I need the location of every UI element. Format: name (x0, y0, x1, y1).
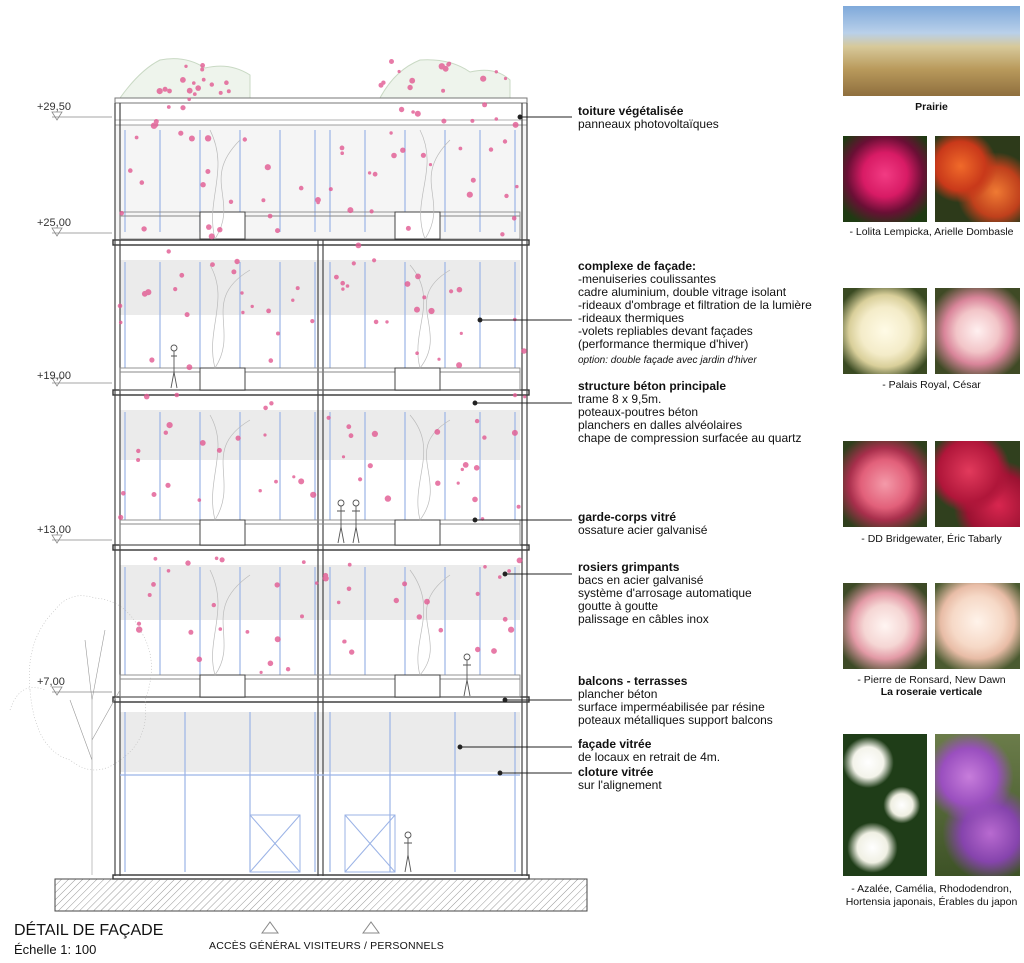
rose-blossom (118, 304, 123, 309)
rose-photo-new-dawn (935, 583, 1020, 669)
ground-section (55, 879, 587, 911)
rose-blossom (428, 308, 434, 314)
rose-blossom (219, 91, 223, 95)
rose-blossom (163, 87, 168, 92)
rose-photo-palais-royal (843, 288, 927, 374)
rose-blossom (512, 430, 518, 436)
level-label-13-00: +13,00 (37, 524, 71, 536)
rose-blossom (409, 78, 415, 84)
note-line: -rideaux d'ombrage et filtration de la lumière (578, 298, 812, 312)
rose-blossom (474, 465, 480, 471)
rose-blossom (298, 478, 304, 484)
rose-blossom (415, 351, 419, 355)
caption-roses-1: - Lolita Lempicka, Arielle Dombasle (849, 226, 1014, 238)
note-line: bacs en acier galvanisé (578, 573, 704, 587)
flower-photo-camelia (843, 734, 927, 876)
rose-blossom (372, 431, 378, 437)
rose-blossom (137, 622, 141, 626)
rose-blossom (424, 599, 430, 605)
rose-blossom (212, 603, 216, 607)
note-line: trame 8 x 9,5m. (578, 392, 662, 406)
note-line: cadre aluminium, double vitrage isolant (578, 285, 787, 299)
rose-blossom (521, 348, 527, 354)
rose-blossom (434, 429, 440, 435)
rose-blossom (149, 357, 154, 362)
rose-blossom (241, 311, 244, 314)
rose-blossom (243, 137, 247, 141)
rose-blossom (372, 258, 376, 262)
access-markers (262, 922, 379, 933)
note-title: cloture vitrée (578, 765, 654, 779)
note-line: (performance thermique d'hiver) (578, 337, 749, 351)
rose-blossom (175, 393, 180, 398)
rose-blossom (179, 273, 184, 278)
rose-blossom (394, 598, 399, 603)
rose-blossom (200, 63, 205, 68)
rose-blossom (443, 66, 449, 72)
rose-blossom (467, 192, 473, 198)
drawing-scale: Échelle 1: 100 (14, 942, 97, 957)
rose-blossom (224, 80, 229, 85)
rose-blossom (358, 477, 362, 481)
roof-parapet (115, 98, 527, 103)
rose-blossom (480, 76, 486, 82)
rose-blossom (422, 295, 426, 299)
level-label-25-00: +25,00 (37, 217, 71, 229)
concrete-slabs (113, 240, 529, 879)
rose-blossom (246, 630, 250, 634)
rose-blossom (337, 601, 341, 605)
rose-blossom (461, 468, 464, 471)
rose-blossom (439, 628, 444, 633)
rose-blossom (391, 153, 397, 159)
note-title: balcons - terrasses (578, 674, 688, 688)
note-glazed-fence (578, 766, 662, 792)
prairie-photo (843, 6, 1020, 96)
rose-blossom (323, 575, 329, 581)
rose-blossom (128, 168, 133, 173)
floor-bands (120, 260, 520, 772)
caption-flowers-line2: Hortensia japonais, Érables du japon (845, 896, 1018, 908)
rose-blossom (209, 233, 215, 239)
note-line: plancher béton (578, 687, 658, 701)
note-line: système d'arrosage automatique (578, 586, 752, 600)
rose-blossom (398, 70, 401, 73)
rose-blossom (475, 419, 479, 423)
rose-blossom (173, 287, 177, 291)
rose-blossom (144, 394, 150, 400)
rose-blossom (508, 627, 514, 633)
rose-photo-pierre-de-ronsard (843, 583, 927, 669)
rose-blossom (349, 433, 354, 438)
rose-blossom (348, 563, 352, 567)
rose-blossom (513, 393, 517, 397)
note-glazed-facade (578, 738, 720, 764)
rose-blossom (441, 89, 445, 93)
rose-blossom (315, 581, 318, 584)
rose-blossom (435, 481, 440, 486)
note-glass-guardrail (578, 511, 707, 537)
rose-blossom (512, 216, 517, 221)
rose-blossom (310, 492, 316, 498)
roof-vegetation (120, 59, 510, 98)
rose-photo-cesar (935, 288, 1020, 374)
rose-blossom (415, 111, 421, 117)
rose-blossom (286, 667, 290, 671)
rose-blossom (316, 201, 320, 205)
rose-blossom (240, 291, 243, 294)
rose-blossom (266, 309, 271, 314)
rose-blossom (504, 194, 508, 198)
rose-blossom (275, 228, 280, 233)
rose-blossom (446, 62, 450, 66)
rose-blossom (460, 332, 463, 335)
rose-blossom (189, 136, 195, 142)
rose-blossom (236, 436, 241, 441)
level-label-19-00: +19,00 (37, 370, 71, 382)
rose-blossom (135, 136, 139, 140)
rose-blossom (476, 592, 480, 596)
rose-blossom (184, 65, 187, 68)
note-green-roof (578, 105, 719, 131)
rose-blossom (296, 286, 300, 290)
note-line: planchers en dalles alvéolaires (578, 418, 743, 432)
note-title: rosiers grimpants (578, 560, 680, 574)
rose-blossom (185, 560, 190, 565)
rose-blossom (195, 85, 201, 91)
drawing-title: DÉTAIL DE FAÇADE (14, 922, 164, 939)
rose-blossom (180, 105, 185, 110)
rose-blossom (368, 171, 371, 174)
rose-blossom (449, 289, 453, 293)
rose-blossom (141, 226, 146, 231)
rose-blossom (352, 261, 356, 265)
rose-blossom (459, 147, 463, 151)
rose-blossom (136, 626, 142, 632)
rose-blossom (385, 320, 388, 323)
rose-blossom (299, 186, 304, 191)
rose-blossom (504, 77, 507, 80)
rose-blossom (437, 358, 440, 361)
level-label-29-50: +29,50 (37, 101, 71, 113)
rose-blossom (205, 135, 211, 141)
rose-blossom (405, 281, 411, 287)
rose-blossom (198, 498, 202, 502)
rose-blossom (164, 431, 168, 435)
rose-blossom (346, 424, 351, 429)
rose-blossom (495, 70, 498, 73)
note-line: chape de compression surfacée au quartz (578, 431, 802, 445)
rose-blossom (340, 281, 345, 286)
rose-blossom (389, 131, 392, 134)
rose-blossom (292, 475, 295, 478)
note-title: complexe de façade: (578, 259, 697, 273)
rose-blossom (165, 483, 170, 488)
rose-blossom (154, 557, 158, 561)
rose-blossom (220, 557, 225, 562)
rose-blossom (121, 491, 126, 496)
rose-blossom (374, 320, 379, 325)
rose-blossom (389, 59, 394, 64)
note-line: sur l'alignement (578, 778, 662, 792)
rose-blossom (329, 187, 333, 191)
rose-blossom (415, 274, 421, 280)
rose-blossom (457, 287, 463, 293)
rose-blossom (268, 661, 274, 667)
rose-blossom (167, 569, 171, 573)
rose-blossom (368, 463, 373, 468)
rose-blossom (411, 110, 415, 114)
rose-blossom (210, 262, 215, 267)
rose-blossom (385, 495, 391, 501)
rose-blossom (145, 289, 151, 295)
rose-blossom (503, 139, 507, 143)
rose-blossom (310, 319, 314, 323)
rose-blossom (482, 102, 487, 107)
note-title: structure béton principale (578, 379, 727, 393)
rose-blossom (187, 88, 193, 94)
rose-blossom (472, 497, 478, 503)
rose-blossom (167, 249, 171, 253)
rose-blossom (463, 462, 469, 468)
rose-blossom (151, 582, 156, 587)
rose-blossom (471, 178, 476, 183)
rose-blossom (265, 164, 271, 170)
rose-blossom (136, 458, 140, 462)
rose-blossom (118, 515, 123, 520)
rose-blossom (263, 406, 268, 411)
rose-blossom (513, 122, 519, 128)
note-line: palissage en câbles inox (578, 612, 709, 626)
rose-blossom (210, 82, 214, 86)
rose-blossom (327, 416, 331, 420)
rose-photo-lolita-lempicka (843, 136, 927, 222)
rose-blossom (356, 243, 362, 249)
rose-blossom (513, 318, 517, 322)
rose-blossom (347, 587, 352, 592)
rose-blossom (475, 647, 480, 652)
rose-blossom (269, 401, 273, 405)
rose-blossom (517, 558, 523, 564)
rose-blossom (406, 226, 411, 231)
rose-blossom (197, 657, 203, 663)
rose-photo-eric-tabarly (935, 441, 1020, 527)
rose-blossom (517, 505, 521, 509)
rose-blossom (417, 614, 422, 619)
note-facade-complex (578, 260, 812, 367)
rose-blossom (515, 185, 518, 188)
rose-blossom (187, 364, 193, 370)
access-label: ACCÈS GÉNÉRAL VISITEURS / PERSONNELS (209, 940, 444, 952)
rose-blossom (217, 227, 222, 232)
rose-blossom (215, 557, 219, 561)
rose-blossom (234, 259, 239, 264)
rose-blossom (275, 582, 280, 587)
rose-blossom (498, 575, 502, 579)
rose-blossom (340, 146, 345, 151)
rose-blossom (400, 148, 405, 153)
rose-blossom (119, 321, 123, 325)
rose-blossom (274, 480, 278, 484)
caption-roses-4: - Pierre de Ronsard, New Dawn (857, 674, 1006, 686)
rose-blossom (407, 85, 412, 90)
rose-blossom (343, 640, 347, 644)
rose-photo-dd-bridgewater (843, 441, 927, 527)
rose-blossom (268, 214, 273, 219)
rose-blossom (269, 358, 274, 363)
rose-blossom (217, 448, 222, 453)
rose-blossom (275, 636, 281, 642)
rose-blossom (231, 269, 236, 274)
note-option: option: double façade avec jardin d'hiver (578, 355, 757, 366)
rose-blossom (261, 198, 265, 202)
rose-blossom (119, 211, 124, 216)
note-line: -volets repliables devant façades (578, 324, 753, 338)
note-balconies (578, 675, 773, 727)
rose-blossom (373, 172, 378, 177)
rose-blossom (200, 68, 204, 72)
rose-blossom (489, 147, 493, 151)
rose-blossom (180, 77, 186, 83)
rose-blossom (167, 422, 173, 428)
rose-blossom (178, 131, 183, 136)
rose-blossom (219, 627, 223, 631)
note-title: garde-corps vitré (578, 510, 677, 524)
rose-blossom (185, 312, 190, 317)
rose-blossom (500, 232, 504, 236)
rose-blossom (187, 98, 191, 102)
rose-blossom (402, 581, 407, 586)
rose-blossom (429, 163, 432, 166)
caption-flowers-line1: - Azalée, Camélia, Rhododendron, (851, 883, 1012, 895)
rose-blossom (441, 119, 446, 124)
note-concrete-structure (578, 380, 801, 445)
rose-blossom (483, 565, 487, 569)
flower-photo-azalea (935, 734, 1020, 876)
rose-blossom (154, 123, 158, 127)
note-title: toiture végétalisée (578, 104, 684, 118)
rose-blossom (148, 593, 152, 597)
rose-blossom (251, 305, 254, 308)
note-line: panneaux photovoltaïques (578, 117, 719, 131)
caption-prairie: Prairie (915, 101, 948, 113)
note-title: façade vitrée (578, 737, 652, 751)
rose-blossom (457, 482, 460, 485)
rose-blossom (260, 671, 263, 674)
note-line: goutte à goutte (578, 599, 659, 613)
rose-blossom (349, 649, 354, 654)
rose-blossom (193, 92, 197, 96)
rose-blossom (140, 180, 145, 185)
rose-blossom (259, 489, 262, 492)
caption-roses-3: - DD Bridgewater, Éric Tabarly (861, 533, 1002, 545)
rose-blossom (379, 83, 384, 88)
rose-blossom (263, 433, 266, 436)
rose-blossom (342, 455, 345, 458)
rose-blossom (470, 119, 474, 123)
rose-blossom (399, 107, 404, 112)
rose-blossom (340, 151, 344, 155)
rose-blossom (291, 299, 294, 302)
rose-photo-arielle-dombasle (935, 136, 1020, 222)
caption-roses-2: - Palais Royal, César (882, 379, 981, 391)
note-line: poteaux-poutres béton (578, 405, 699, 419)
rose-blossom (188, 630, 193, 635)
rose-blossom (414, 307, 420, 313)
rose-blossom (341, 287, 344, 290)
rose-blossom (456, 362, 462, 368)
rose-blossom (302, 560, 306, 564)
rose-blossom (206, 224, 212, 230)
rose-blossom (276, 332, 280, 336)
level-markers (52, 112, 112, 695)
rose-blossom (200, 182, 205, 187)
note-line: ossature acier galvanisé (578, 523, 708, 537)
rose-blossom (205, 169, 210, 174)
note-line: -rideaux thermiques (578, 311, 685, 325)
rose-blossom (229, 200, 233, 204)
rose-blossom (346, 284, 350, 288)
rose-blossom (152, 492, 157, 497)
rose-blossom (192, 81, 196, 85)
rose-blossom (507, 569, 511, 573)
rose-blossom (370, 209, 374, 213)
rose-blossom (482, 435, 486, 439)
note-line: de locaux en retrait de 4m. (578, 750, 721, 764)
rose-blossom (136, 449, 140, 453)
rose-blossom (202, 78, 206, 82)
rose-blossom (157, 88, 163, 94)
rose-blossom (167, 89, 172, 94)
rose-blossom (227, 89, 231, 93)
note-line: -menuiseries coulissantes (578, 272, 717, 286)
caption-roseraie-verticale: La roseraie verticale (880, 686, 983, 698)
rose-blossom (347, 207, 353, 213)
rose-blossom (421, 153, 426, 158)
level-label-7-00: +7,00 (37, 676, 65, 688)
rose-blossom (167, 105, 171, 109)
rose-blossom (503, 617, 508, 622)
note-line: poteaux métalliques support balcons (578, 713, 773, 727)
rose-blossom (495, 117, 499, 121)
rose-blossom (334, 275, 339, 280)
rose-blossom (491, 648, 497, 654)
rose-blossom (523, 395, 526, 398)
note-line: surface imperméabilisée par résine (578, 700, 765, 714)
note-climbing-roses (578, 561, 752, 626)
rose-blossom (200, 440, 206, 446)
rose-blossom (300, 614, 304, 618)
